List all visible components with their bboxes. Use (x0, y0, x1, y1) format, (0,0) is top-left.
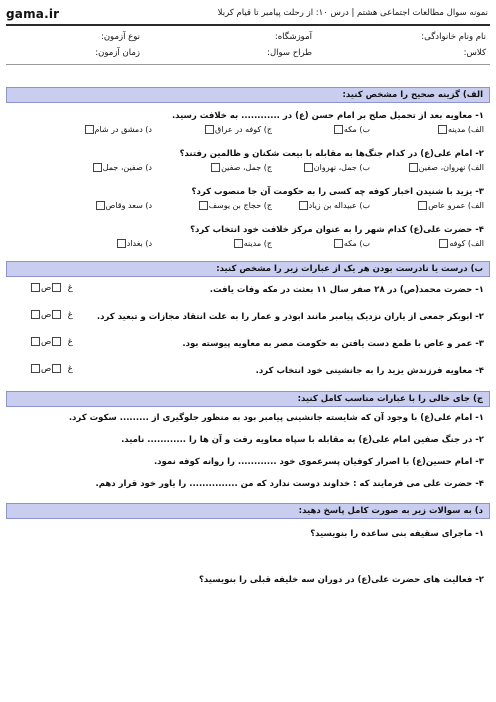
checkbox-icon[interactable] (85, 125, 94, 134)
section-descriptive (6, 503, 490, 585)
option[interactable]: ج) حجاج بن یوسف (198, 201, 272, 210)
checkbox-icon[interactable] (31, 310, 40, 319)
checkbox-icon[interactable] (31, 283, 40, 292)
checkbox-icon[interactable] (334, 239, 343, 248)
checkbox-icon[interactable] (211, 163, 220, 172)
options-row (6, 163, 490, 183)
section-heading: الف) گزینه صحیح را مشخص کنید: (6, 87, 490, 103)
question: ۱- معاویه بعد از تحمیل صلح بر امام حسن (ع) در ............ به خلافت رسید. (171, 111, 484, 121)
option[interactable]: ج) کوفه در عراق (204, 125, 272, 134)
option[interactable]: د) سعد وقاص (95, 201, 152, 210)
option[interactable]: ب) عبیداله بن زیاد (298, 201, 370, 210)
class-label: کلاس: (463, 48, 486, 58)
question: ۴- حضرت علی(ع) کدام شهر را به عنوان مرکز خلافت خود انتخاب کرد؟ (190, 225, 484, 235)
option[interactable]: د) بغداد (116, 239, 152, 248)
checkbox-icon[interactable] (199, 201, 208, 210)
fill-blank-item: ۱- امام علی(ع) با وجود آن که شایسته جانشینی پیامبر بود به منظور جلوگیری از ......... سکوت کرد. (68, 413, 484, 423)
true-false-choice[interactable]: غ ص (30, 310, 73, 320)
options-row (6, 125, 490, 145)
true-false-item: ۴- معاویه فرزندش یزید را به جانشینی خود انتخاب کرد. غ ص (6, 358, 490, 385)
checkbox-icon[interactable] (418, 201, 427, 210)
name-label: نام ونام خانوادگی: (421, 32, 486, 42)
checkbox-icon[interactable] (31, 364, 40, 373)
checkbox-icon[interactable] (52, 364, 61, 373)
section-heading: ج) جای خالی را با عبارات مناسب کامل کنید: (6, 391, 490, 407)
option[interactable]: الف) نهروان، صفین (408, 163, 484, 172)
true-false-item: ۳- عمر و عاص با طمع دست یافتن به حکومت مصر به معاویه پیوسته بود. غ ص (6, 331, 490, 358)
checkbox-icon[interactable] (205, 125, 214, 134)
option[interactable]: ب) مکه (333, 125, 370, 134)
section-fill-blank (6, 391, 490, 495)
checkbox-icon[interactable] (117, 239, 126, 248)
option[interactable]: الف) کوفه (438, 239, 484, 248)
option[interactable]: ج) جمل، صفین (210, 163, 272, 172)
option[interactable]: ب) مکه (333, 239, 370, 248)
descriptive-question: ۲- فعالیت های حضرت علی(ع) در دوران سه خلیفه قبلی را بنویسید؟ (198, 575, 484, 585)
option[interactable]: الف) مدینه (437, 125, 484, 134)
fill-blank-item: ۳- امام حسین(ع) با اصرار کوفیان پسرعموی خود ............ را روانه کوفه نمود. (153, 457, 484, 467)
page-title: نمونه سوال مطالعات اجتماعی هشتم | درس ۱۰: از رحلت پیامبر تا قیام کربلا (217, 8, 488, 18)
section-heading: د) به سوالات زیر به صورت کامل پاسخ دهید: (6, 503, 490, 519)
exam-page (6, 6, 490, 696)
checkbox-icon[interactable] (93, 163, 102, 172)
checkbox-icon[interactable] (439, 239, 448, 248)
true-false-choice[interactable]: غ ص (30, 283, 73, 293)
question: ۲- امام علی(ع) در کدام جنگ‌ها به مقابله با بیعت شکنان و ظالمین رفتند؟ (179, 149, 484, 159)
true-false-item: ۲- ابوبکر جمعی از یاران نزدیک پیامبر مانند ابوذر و عمار را به علت انتقاد مجازات و تبعید کرد. غ ص (6, 304, 490, 331)
checkbox-icon[interactable] (299, 201, 308, 210)
true-false-choice[interactable]: غ ص (30, 364, 73, 374)
fill-blank-item: ۲- در جنگ صفین امام علی(ع) به مقابله با سپاه معاویه رفت و آن ها را ............ نامید. (121, 435, 484, 445)
true-false-choice[interactable]: غ ص (30, 337, 73, 347)
exam-time-label: زمان آزمون: (95, 48, 140, 58)
designer-label: طراح سوال: (267, 48, 312, 58)
fill-blank-item: ۴- حضرت علی می فرمایند که : خداوند دوست ندارد که من ............... را یاور خود قرار دهم. (95, 479, 484, 489)
question: ۳- یزید با شنیدن اخبار کوفه چه کسی را به حکومت آن جا منصوب کرد؟ (191, 187, 484, 197)
option[interactable]: ب) جمل، نهروان (303, 163, 370, 172)
true-false-item: ۱- حضرت محمد(ص) در ۲۸ صفر سال ۱۱ بعثت در مکه وفات یافت. غ ص (6, 277, 490, 304)
option[interactable]: د) صفین، جمل (92, 163, 152, 172)
checkbox-icon[interactable] (334, 125, 343, 134)
checkbox-icon[interactable] (31, 337, 40, 346)
checkbox-icon[interactable] (52, 310, 61, 319)
page-header (6, 6, 490, 26)
option[interactable]: ج) مدینه (233, 239, 272, 248)
options-row (6, 201, 490, 221)
option[interactable]: الف) عمرو عاص (417, 201, 484, 210)
brand-logo[interactable]: gama.ir (6, 7, 60, 21)
checkbox-icon[interactable] (96, 201, 105, 210)
option[interactable]: د) دمشق در شام (84, 125, 153, 134)
section-multiple-choice (6, 87, 490, 259)
checkbox-icon[interactable] (409, 163, 418, 172)
school-label: آموزشگاه: (274, 32, 312, 42)
descriptive-question: ۱- ماجرای سقیفه بنی ساعده را بنویسید؟ (310, 529, 484, 539)
section-true-false (6, 261, 490, 385)
options-row (6, 239, 490, 259)
exam-type-label: نوع آزمون: (100, 32, 140, 42)
checkbox-icon[interactable] (52, 337, 61, 346)
checkbox-icon[interactable] (234, 239, 243, 248)
checkbox-icon[interactable] (438, 125, 447, 134)
checkbox-icon[interactable] (304, 163, 313, 172)
checkbox-icon[interactable] (52, 283, 61, 292)
section-heading: ب) درست یا نادرست بودن هر یک از عبارات زیر را مشخص کنید: (6, 261, 490, 277)
student-info (6, 26, 490, 65)
